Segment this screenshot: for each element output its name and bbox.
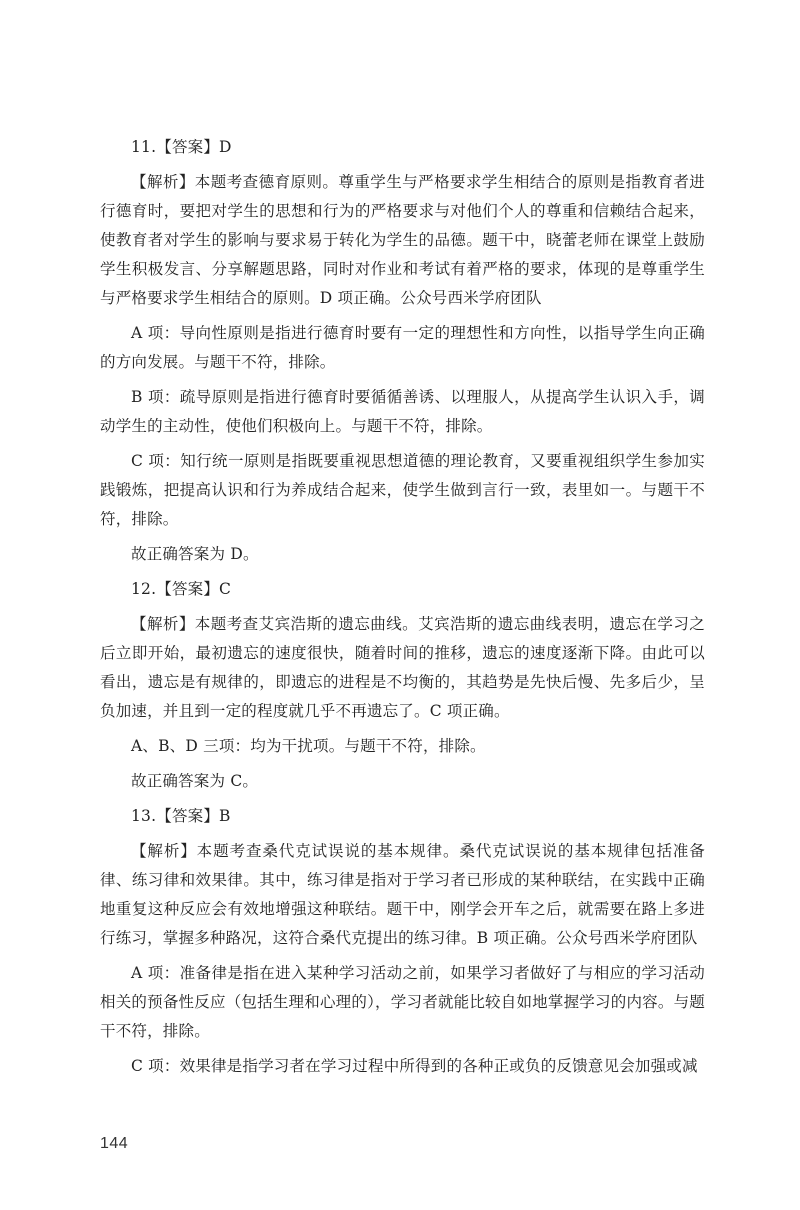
- option-c-11: C 项：知行统一原则是指既要重视思想道德的理论教育，又要重视组织学生参加实践锻炼，把提高认识和行为养成结合起来，使学生做到言行一致，表里如一。与题干不符，排除。: [100, 452, 705, 528]
- page-number: 144: [100, 1135, 129, 1152]
- answer-heading-13: 13.【答案】B: [131, 807, 231, 825]
- option-a-13: A 项：准备律是指在进入某种学习活动之前，如果学习者做好了与相应的学习活动相关的预备性反应（包括生理和心理的），学习者就能比较自如地掌握学习的内容。与题干不符，排除。: [100, 964, 705, 1040]
- option-abd-12: A、B、D 三项：均为干扰项。与题干不符，排除。: [131, 737, 486, 755]
- explanation-11: 【解析】本题考查德育原则。尊重学生与严格要求学生相结合的原则是指教育者进行德育时，要把对学生的思想和行为的严格要求与对他们个人的尊重和信赖结合起来，使教育者对学生的影响与要求易于转化为学生的品德。题干中，晓蕾老师在课堂上鼓励学生积极发言、分享解题思路，同时对作业和考试有着严格的要求，体现的是尊重学生与严格要求学生相结合的原则。D 项正确。公众号西米学府团队: [100, 173, 705, 307]
- explanation-13: 【解析】本题考查桑代克试误说的基本规律。桑代克试误说的基本规律包括准备律、练习律和效果律。其中，练习律是指对于学习者已形成的某种联结，在实践中正确地重复这种反应会有效地增强这种联结。题干中，刚学会开车之后，就需要在路上多进行练习，掌握多种路况，这符合桑代克提出的练习律。B 项正确。公众号西米学府团队: [100, 842, 705, 947]
- answer-heading-11: 11.【答案】D: [131, 138, 232, 156]
- option-c-13: C 项：效果律是指学习者在学习过程中所得到的各种正或负的反馈意见会加强或减: [131, 1057, 698, 1075]
- conclusion-12: 故正确答案为 C。: [131, 772, 259, 790]
- document-body: [100, 133, 705, 1087]
- explanation-12: 【解析】本题考查艾宾浩斯的遗忘曲线。艾宾浩斯的遗忘曲线表明，遗忘在学习之后立即开始，最初遗忘的速度很快，随着时间的推移，遗忘的速度逐渐下降。由此可以看出，遗忘是有规律的，即遗忘的进程是不均衡的，其趋势是先快后慢、先多后少，呈负加速，并且到一定的程度就几乎不再遗忘了。C 项正确。: [100, 615, 705, 720]
- answer-heading-12: 12.【答案】C: [131, 580, 232, 598]
- option-a-11: A 项：导向性原则是指进行德育时要有一定的理想性和方向性，以指导学生向正确的方向发展。与题干不符，排除。: [100, 324, 705, 371]
- option-b-11: B 项：疏导原则是指进行德育时要循循善诱、以理服人，从提高学生认识入手，调动学生的主动性，使他们积极向上。与题干不符，排除。: [100, 388, 705, 435]
- conclusion-11: 故正确答案为 D。: [131, 545, 259, 563]
